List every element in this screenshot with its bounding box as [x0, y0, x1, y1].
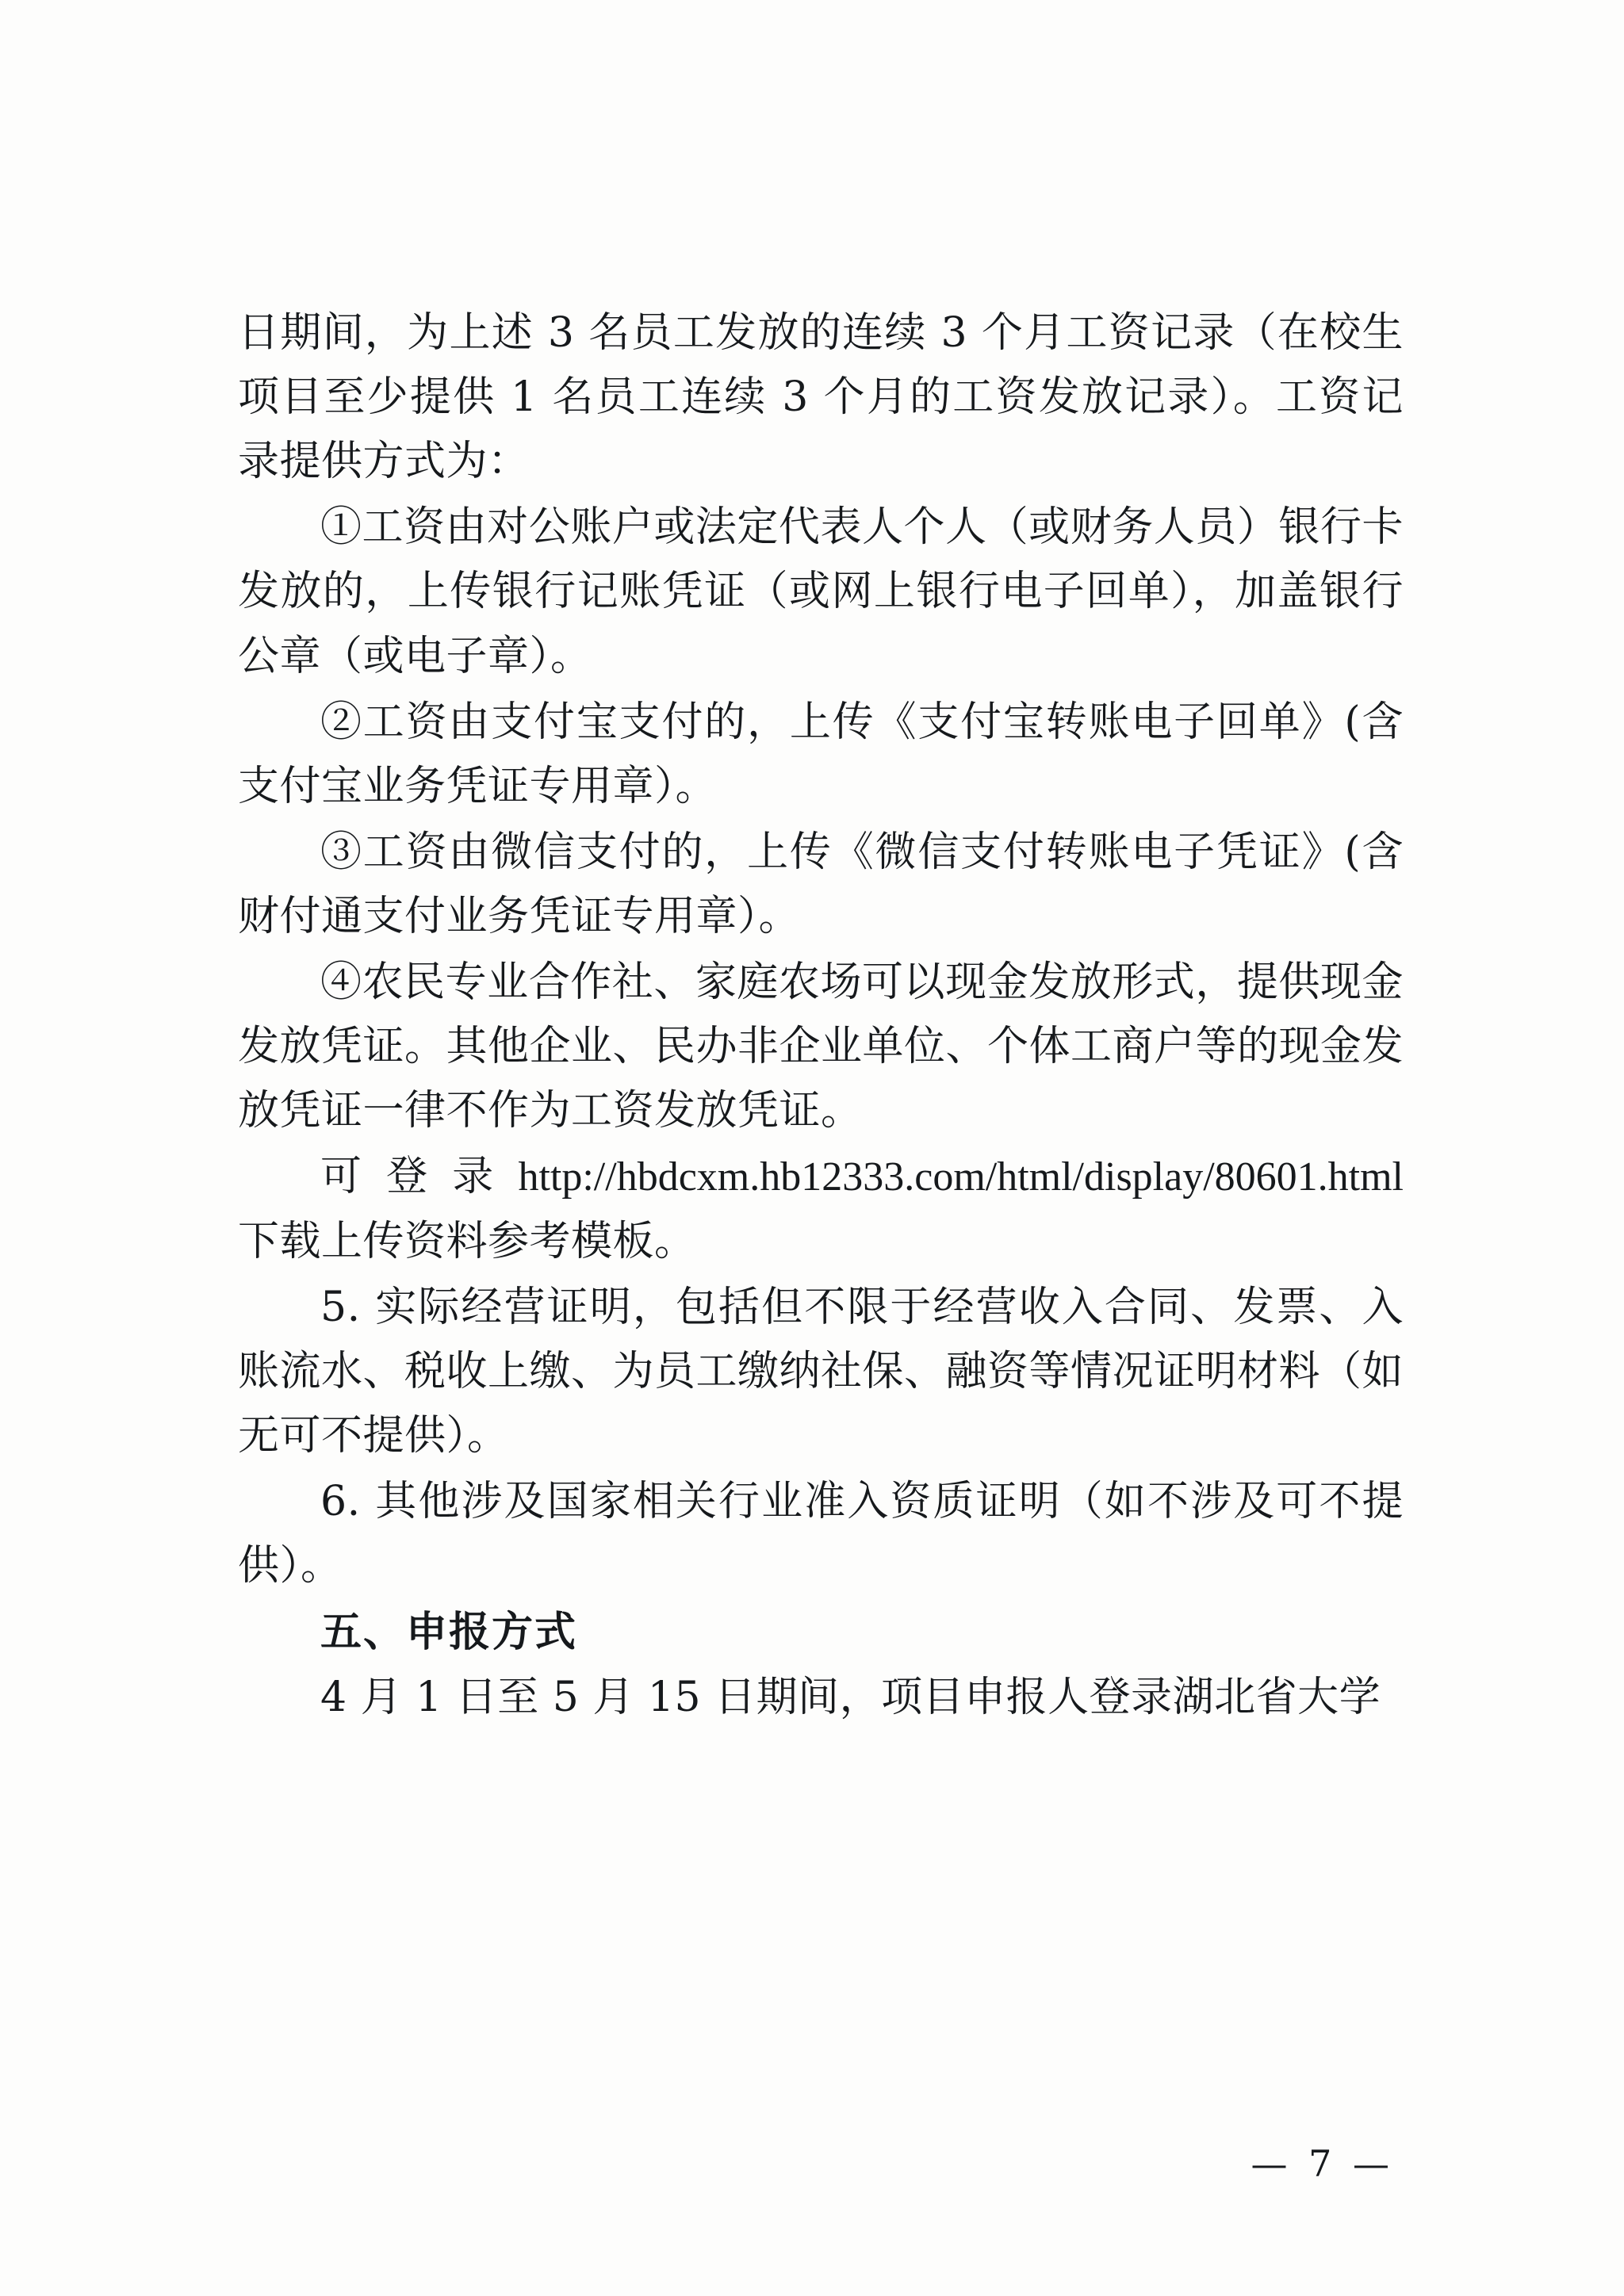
paragraph-application-period: 4 月 1 日至 5 月 15 日期间，项目申报人登录湖北省大学: [320, 1674, 1381, 1722]
template-url[interactable]: http://hbdcxm.hb12333.com/html/display/80601.html: [518, 1154, 1404, 1200]
download-template-prefix: 可 登 录: [320, 1153, 519, 1201]
paragraph-item-6: 6. 其他涉及国家相关行业准入资质证明（如不涉及可不提供）。: [238, 1477, 1404, 1590]
paragraph-item-3: ③工资由微信支付的，上传《微信支付转账电子凭证》(含财付通支付业务凭证专用章）。: [238, 828, 1404, 940]
paragraph-salary-record-intro: 日期间，为上述 3 名员工发放的连续 3 个月工资记录（在校生项目至少提供 1 名员工连续 3 个月的工资发放记录）。工资记录提供方式为：: [238, 309, 1404, 486]
paragraph-download-template: [238, 1145, 1404, 1273]
document-body: [238, 301, 1404, 1732]
paragraph-item-5: 5. 实际经营证明，包括但不限于经营收入合同、发票、入账流水、税收上缴、为员工缴纳社保、融资等情况证明材料（如无可不提供）。: [238, 1283, 1404, 1460]
paragraph-item-2: ②工资由支付宝支付的，上传《支付宝转账电子回单》(含支付宝业务凭证专用章）。: [238, 698, 1404, 810]
section-heading-application-method: 五、申报方式: [320, 1608, 578, 1657]
page-number: — 7 —: [1251, 2142, 1394, 2185]
paragraph-item-1: ①工资由对公账户或法定代表人个人（或财务人员）银行卡发放的，上传银行记账凭证（或网上银行电子回单），加盖银行公章（或电子章）。: [238, 503, 1404, 680]
paragraph-item-4: ④农民专业合作社、家庭农场可以现金发放形式，提供现金发放凭证。其他企业、民办非企业单位、个体工商户等的现金发放凭证一律不作为工资发放凭证。: [238, 959, 1404, 1135]
download-template-suffix: 下载上传资料参考模板。: [238, 1217, 696, 1265]
